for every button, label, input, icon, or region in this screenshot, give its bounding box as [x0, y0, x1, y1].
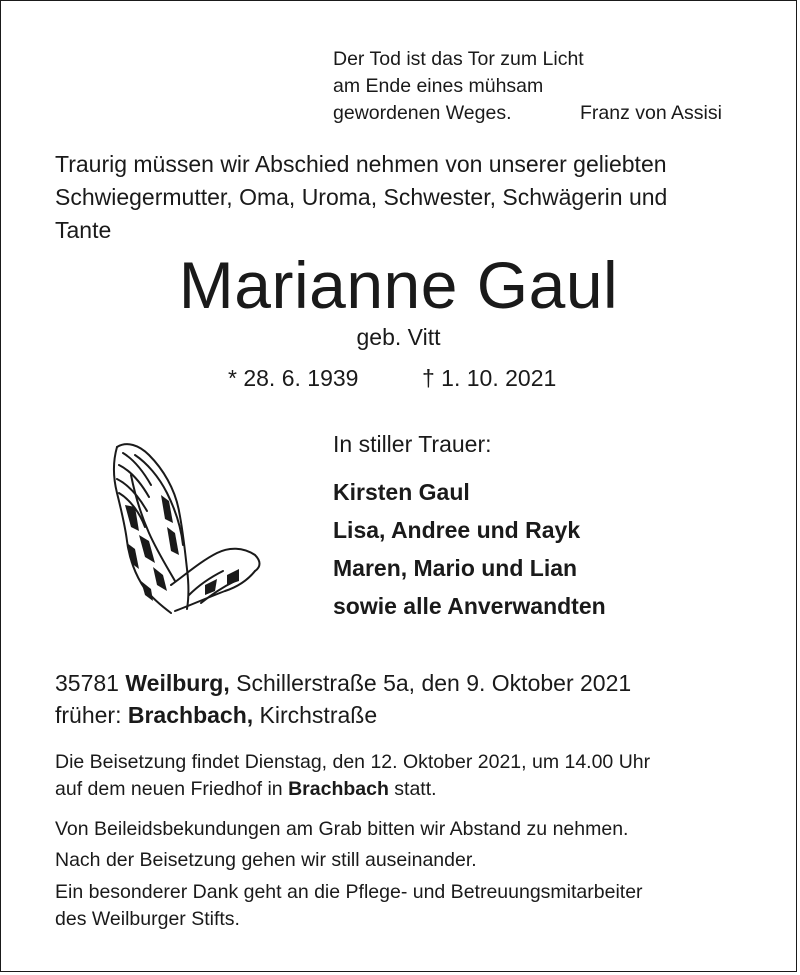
former-city: Brachbach,	[127, 702, 254, 728]
burial-text-a: auf dem neuen Friedhof in	[55, 778, 283, 800]
thanks-line-2: des Weilburger Stifts.	[55, 908, 240, 930]
mourner-4: sowie alle Anverwandten	[333, 593, 606, 619]
after-burial-notice: Nach der Beisetzung gehen wir still auseinander.	[55, 849, 477, 871]
mourner-3: Maren, Mario und Lian	[333, 555, 578, 581]
mourners-heading: In stiller Trauer:	[333, 431, 492, 457]
quote-line-3: gewordenen Weges.	[333, 102, 512, 124]
intro-line-2: Schwiegermutter, Oma, Uroma, Schwester, Schwägerin und	[55, 184, 668, 210]
death-date: † 1. 10. 2021	[422, 365, 557, 391]
quote-line-2: am Ende eines mühsam	[333, 75, 544, 97]
burial-place: Brachbach	[288, 778, 389, 800]
birth-date: * 28. 6. 1939	[228, 365, 359, 391]
address-city: Weilburg,	[125, 670, 230, 696]
intro-line-1: Traurig müssen wir Abschied nehmen von unserer geliebten	[55, 151, 667, 177]
quote-line-1: Der Tod ist das Tor zum Licht	[333, 48, 584, 70]
former-label: früher:	[55, 702, 122, 728]
mourner-2: Lisa, Andree und Rayk	[333, 517, 581, 543]
burial-line-2	[55, 776, 437, 803]
thanks-line-1: Ein besonderer Dank geht an die Pflege- und Betreuungsmitarbeiter	[55, 881, 643, 903]
praying-hands-icon	[105, 435, 265, 625]
former-address-line	[55, 699, 377, 731]
mourner-1: Kirsten Gaul	[333, 479, 470, 505]
condolence-notice: Von Beileidsbekundungen am Grab bitten wir Abstand zu nehmen.	[55, 818, 629, 840]
burial-text-b: statt.	[394, 778, 437, 800]
intro-line-3: Tante	[55, 217, 112, 243]
maiden-name: geb. Vitt	[356, 324, 441, 350]
intro-text	[55, 148, 667, 247]
address-line	[55, 667, 631, 699]
former-street: Kirchstraße	[259, 702, 378, 728]
quote-author: Franz von Assisi	[580, 102, 722, 124]
deceased-name: Marianne Gaul	[178, 248, 619, 322]
burial-line-1: Die Beisetzung findet Dienstag, den 12. Oktober 2021, um 14.00 Uhr	[55, 751, 651, 773]
address-postcode: 35781	[55, 670, 119, 696]
address-rest: Schillerstraße 5a, den 9. Oktober 2021	[236, 670, 632, 696]
